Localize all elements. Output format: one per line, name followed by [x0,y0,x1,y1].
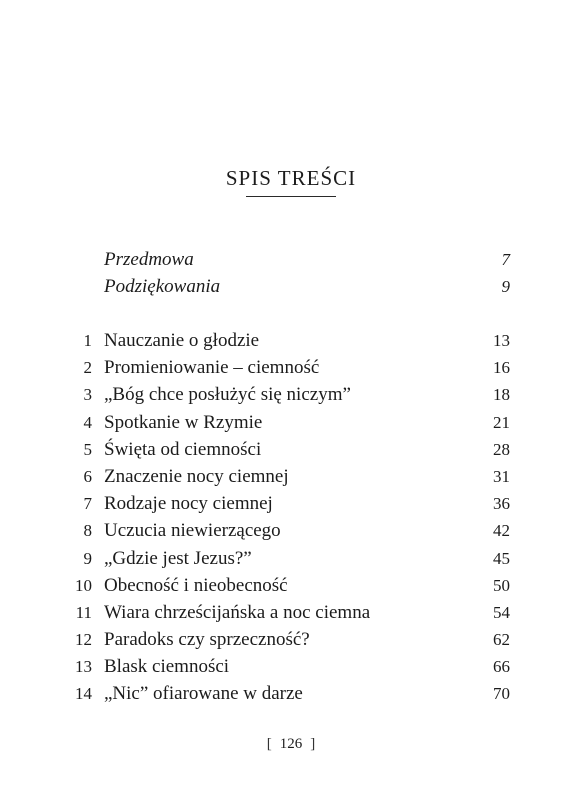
chapter-entry [0,463,582,490]
chapter-entry [0,490,582,517]
chapter-title: Święta od ciemności [104,438,262,460]
chapter-number: 3 [83,385,92,405]
chapter-list [0,327,582,708]
chapter-page: 13 [493,331,510,350]
chapter-page: 50 [493,575,510,595]
chapter-title: Uczucia niewierzącego [104,520,281,542]
chapter-entry [0,354,582,381]
chapter-page: 28 [493,439,510,459]
chapter-title: Rodzaje nocy ciemnej [104,493,273,515]
chapter-number: 9 [83,548,92,568]
chapter-number: 2 [83,358,92,378]
chapter-title: Spotkanie w Rzymie [104,411,263,433]
front-matter-item [0,246,582,273]
chapter-page: 66 [493,657,510,677]
chapter-number: 1 [83,331,92,350]
front-matter-item [0,273,582,300]
chapter-number: 8 [83,521,92,541]
chapter-entry [0,381,582,408]
chapter-title: „Bóg chce posłużyć się niczym” [104,384,351,406]
chapter-entry [0,517,582,544]
chapter-page: 18 [493,385,510,405]
folio-number: 126 [279,736,303,752]
chapter-page: 36 [493,494,510,514]
chapter-title: Paradoks czy sprzeczność? [104,629,310,651]
chapter-entry [0,409,582,436]
chapter-page: 31 [493,466,510,486]
chapter-title: Obecność i nieobecność [104,574,288,596]
chapter-number: 12 [75,630,92,650]
chapter-number: 4 [83,412,92,432]
entry-label: Podziękowania [104,276,221,297]
folio-open-bracket: [ [266,736,272,752]
chapter-title: Promieniowanie – ciemność [104,357,320,379]
chapter-entry [0,626,582,653]
entry-page: 9 [501,277,510,296]
chapter-number: 14 [75,684,92,704]
chapter-number: 11 [75,602,92,622]
entry-label: Przedmowa [104,249,194,270]
chapter-entry [0,680,582,707]
toc-title: SPIS TREŚCI [225,166,357,190]
entry-page: 7 [501,250,510,269]
folio-close-bracket: ] [310,736,316,752]
chapter-page: 45 [493,548,510,568]
chapter-title: Wiara chrześcijańska a noc ciemna [104,601,371,623]
chapter-entry [0,327,582,354]
chapter-title: Znaczenie nocy ciemnej [104,465,289,487]
chapter-entry [0,545,582,572]
chapter-number: 10 [75,575,92,595]
chapter-number: 6 [83,466,92,486]
chapter-number: 7 [83,494,92,514]
chapter-page: 16 [493,358,510,378]
page-number-footer [0,734,582,754]
chapter-title: Blask ciemności [104,656,230,678]
chapter-title: Nauczanie o głodzie [104,330,260,351]
chapter-page: 21 [493,412,510,432]
chapter-title: „Gdzie jest Jezus?” [104,547,252,569]
chapter-page: 42 [493,521,510,541]
chapter-entry [0,653,582,680]
chapter-entry [0,599,582,626]
chapter-number: 13 [75,657,92,677]
chapter-page: 70 [493,684,510,704]
chapter-entry [0,436,582,463]
chapter-title: „Nic” ofiarowane w darze [104,683,303,705]
title-underline [246,196,336,197]
front-matter-list [0,246,582,300]
chapter-page: 54 [493,602,510,622]
chapter-entry [0,572,582,599]
chapter-number: 5 [83,439,92,459]
chapter-page: 62 [493,630,510,650]
